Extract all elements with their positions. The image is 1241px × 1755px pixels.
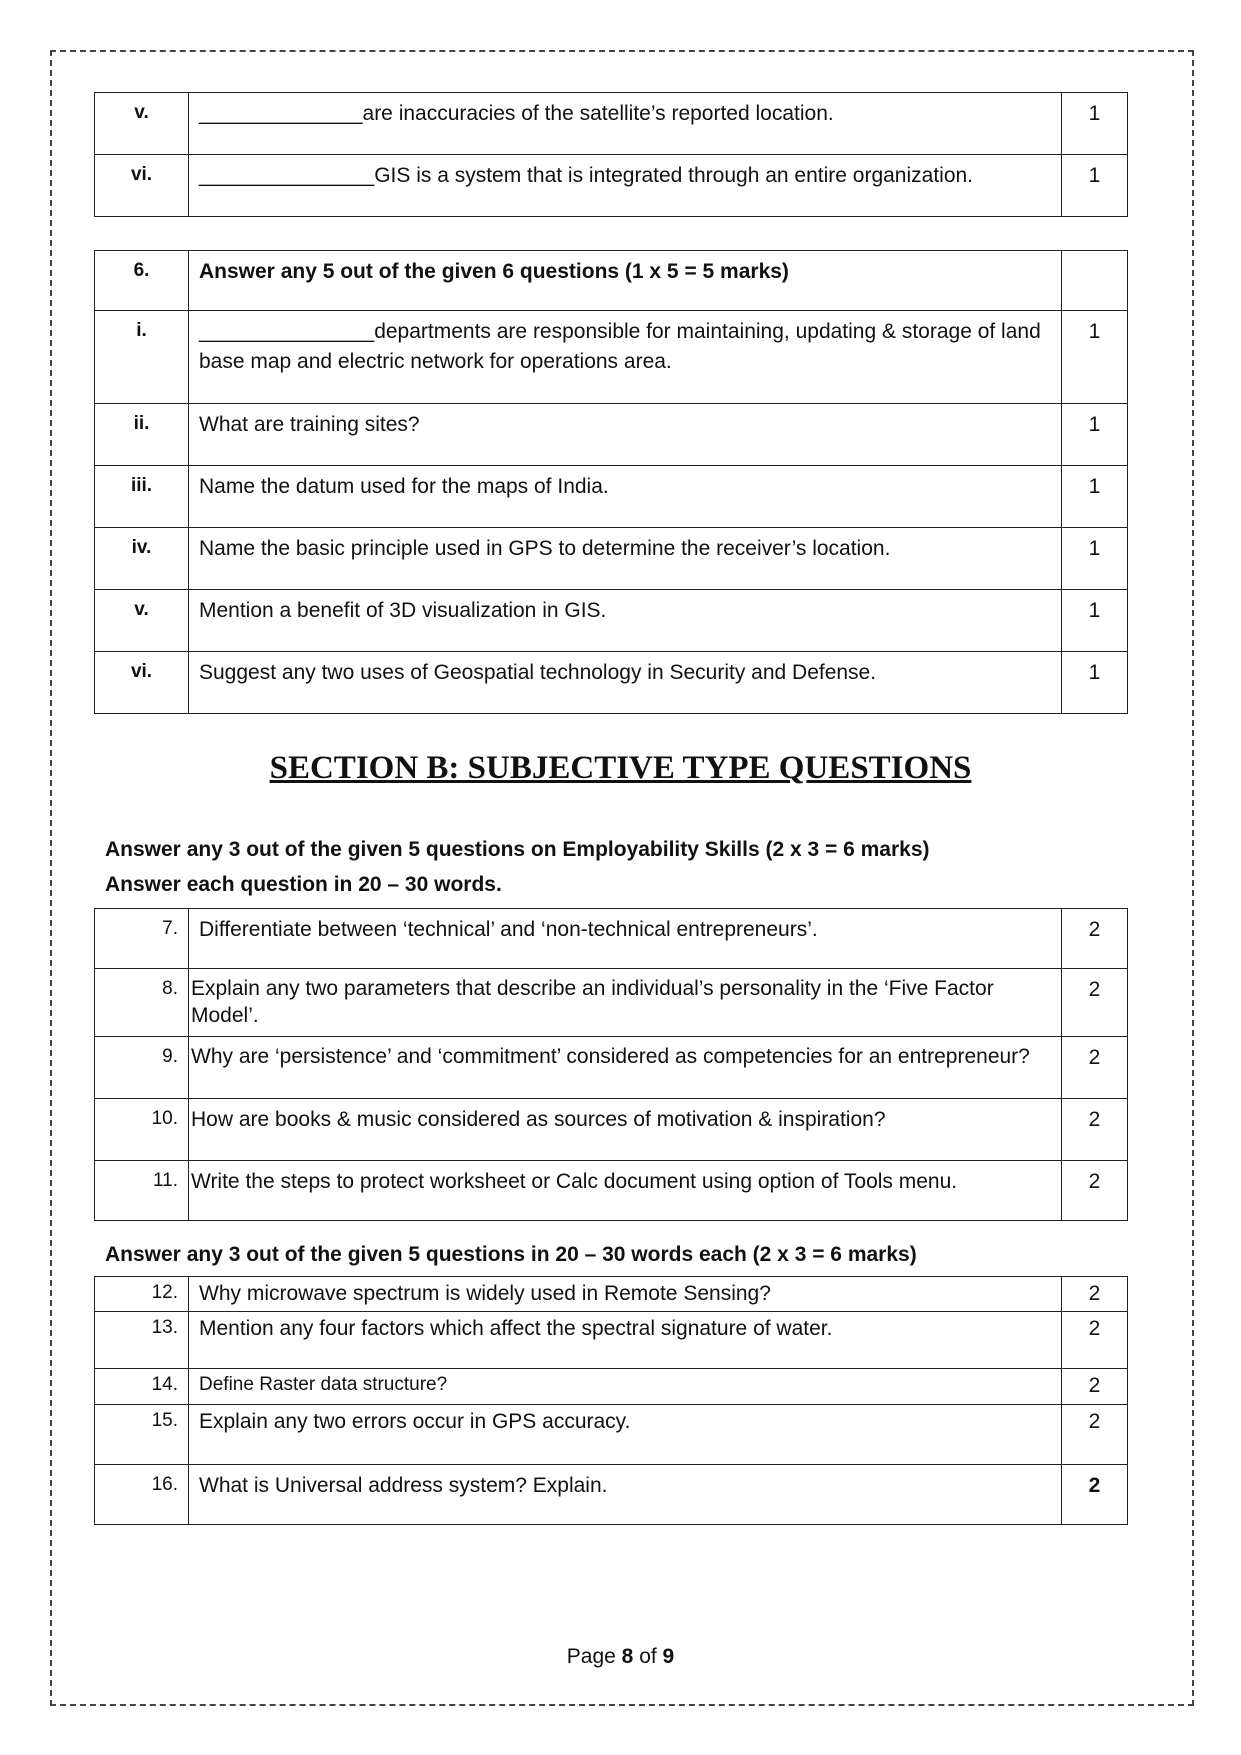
table-row <box>95 909 1128 969</box>
question-text: Differentiate between ‘technical’ and ‘non-technical entrepreneurs’. <box>189 909 1062 969</box>
question-text: Write the steps to protect worksheet or Calc document using option of Tools menu. <box>189 1160 1062 1220</box>
questions-table-6 <box>94 250 1128 714</box>
question-text: What are training sites? <box>189 404 1062 466</box>
question-marks <box>1062 251 1128 311</box>
question-text: Define Raster data structure? <box>189 1369 1062 1404</box>
question-text: _______________GIS is a system that is integrated through an entire organization. <box>189 155 1062 217</box>
question-text: How are books & music considered as sources of motivation & inspiration? <box>189 1098 1062 1160</box>
table-header-row <box>95 251 1128 311</box>
question-instruction: Answer any 5 out of the given 6 questions (1 x 5 = 5 marks) <box>189 251 1062 311</box>
section-title: SECTION B: SUBJECTIVE TYPE QUESTIONS <box>269 750 972 786</box>
section-instruction: Answer each question in 20 – 30 words. <box>105 873 502 896</box>
table-row <box>95 528 1128 590</box>
question-number: vi. <box>95 155 189 217</box>
page-footer <box>0 1645 1241 1669</box>
question-marks: 2 <box>1062 1036 1128 1098</box>
question-text: What is Universal address system? Explain. <box>189 1464 1062 1524</box>
question-number: 9. <box>95 1036 189 1098</box>
question-marks: 2 <box>1062 969 1128 1037</box>
table-row <box>95 1369 1128 1404</box>
question-number: 8. <box>95 969 189 1037</box>
employability-questions-table <box>94 908 1128 1221</box>
question-text: Why microwave spectrum is widely used in Remote Sensing? <box>189 1277 1062 1312</box>
section-instruction: Answer any 3 out of the given 5 questions on Employability Skills (2 x 3 = 6 marks) <box>105 838 930 861</box>
question-number: 12. <box>95 1277 189 1312</box>
question-number: 7. <box>95 909 189 969</box>
questions-table-5-continued <box>94 92 1128 217</box>
question-number: vi. <box>95 652 189 714</box>
question-text: Mention any four factors which affect the spectral signature of water. <box>189 1312 1062 1369</box>
question-text: Why are ‘persistence’ and ‘commitment’ considered as competencies for an entrepreneur? <box>189 1036 1062 1098</box>
question-marks: 2 <box>1062 1277 1128 1312</box>
question-number: 11. <box>95 1160 189 1220</box>
question-number: 6. <box>95 251 189 311</box>
question-text: _______________departments are responsible for maintaining, updating & storage of land base map and electric network for operations area. <box>189 311 1062 404</box>
table-row <box>95 155 1128 217</box>
question-text: Explain any two parameters that describe an individual’s personality in the ‘Five Factor Model’. <box>189 969 1062 1037</box>
table-row <box>95 590 1128 652</box>
question-marks: 1 <box>1062 466 1128 528</box>
table-row <box>95 1464 1128 1524</box>
question-marks: 2 <box>1062 1404 1128 1464</box>
table-row <box>95 1160 1128 1220</box>
table-row <box>95 93 1128 155</box>
question-marks: 2 <box>1062 1464 1128 1524</box>
question-number: iv. <box>95 528 189 590</box>
question-text: Name the basic principle used in GPS to determine the receiver’s location. <box>189 528 1062 590</box>
subject-questions-table <box>94 1276 1128 1525</box>
table-row <box>95 652 1128 714</box>
question-marks: 1 <box>1062 311 1128 404</box>
question-number: v. <box>95 93 189 155</box>
question-number: 10. <box>95 1098 189 1160</box>
question-number: 14. <box>95 1369 189 1404</box>
question-marks: 1 <box>1062 155 1128 217</box>
question-marks: 2 <box>1062 1160 1128 1220</box>
footer-prefix: Page <box>566 1645 616 1668</box>
question-number: iii. <box>95 466 189 528</box>
question-text: Mention a benefit of 3D visualization in GIS. <box>189 590 1062 652</box>
question-number: v. <box>95 590 189 652</box>
question-marks: 1 <box>1062 528 1128 590</box>
table-row <box>95 311 1128 404</box>
question-text: Suggest any two uses of Geospatial technology in Security and Defense. <box>189 652 1062 714</box>
question-text: Explain any two errors occur in GPS accuracy. <box>189 1404 1062 1464</box>
footer-of: of <box>639 1645 657 1668</box>
section-instruction: Answer any 3 out of the given 5 questions in 20 – 30 words each (2 x 3 = 6 marks) <box>105 1243 917 1266</box>
footer-page-number: 8 <box>621 1645 634 1668</box>
table-row <box>95 404 1128 466</box>
table-row <box>95 1404 1128 1464</box>
question-number: 13. <box>95 1312 189 1369</box>
question-marks: 1 <box>1062 652 1128 714</box>
table-row <box>95 1098 1128 1160</box>
question-marks: 2 <box>1062 1098 1128 1160</box>
table-row <box>95 969 1128 1037</box>
question-text: ______________are inaccuracies of the satellite’s reported location. <box>189 93 1062 155</box>
question-number: 15. <box>95 1404 189 1464</box>
question-marks: 1 <box>1062 93 1128 155</box>
table-row <box>95 1277 1128 1312</box>
question-marks: 1 <box>1062 590 1128 652</box>
table-row <box>95 1312 1128 1369</box>
question-marks: 1 <box>1062 404 1128 466</box>
question-marks: 2 <box>1062 909 1128 969</box>
question-text: Name the datum used for the maps of India. <box>189 466 1062 528</box>
question-number: ii. <box>95 404 189 466</box>
table-row <box>95 1036 1128 1098</box>
question-number: i. <box>95 311 189 404</box>
question-marks: 2 <box>1062 1369 1128 1404</box>
table-row <box>95 466 1128 528</box>
footer-total-pages: 9 <box>662 1645 675 1668</box>
question-number: 16. <box>95 1464 189 1524</box>
question-marks: 2 <box>1062 1312 1128 1369</box>
